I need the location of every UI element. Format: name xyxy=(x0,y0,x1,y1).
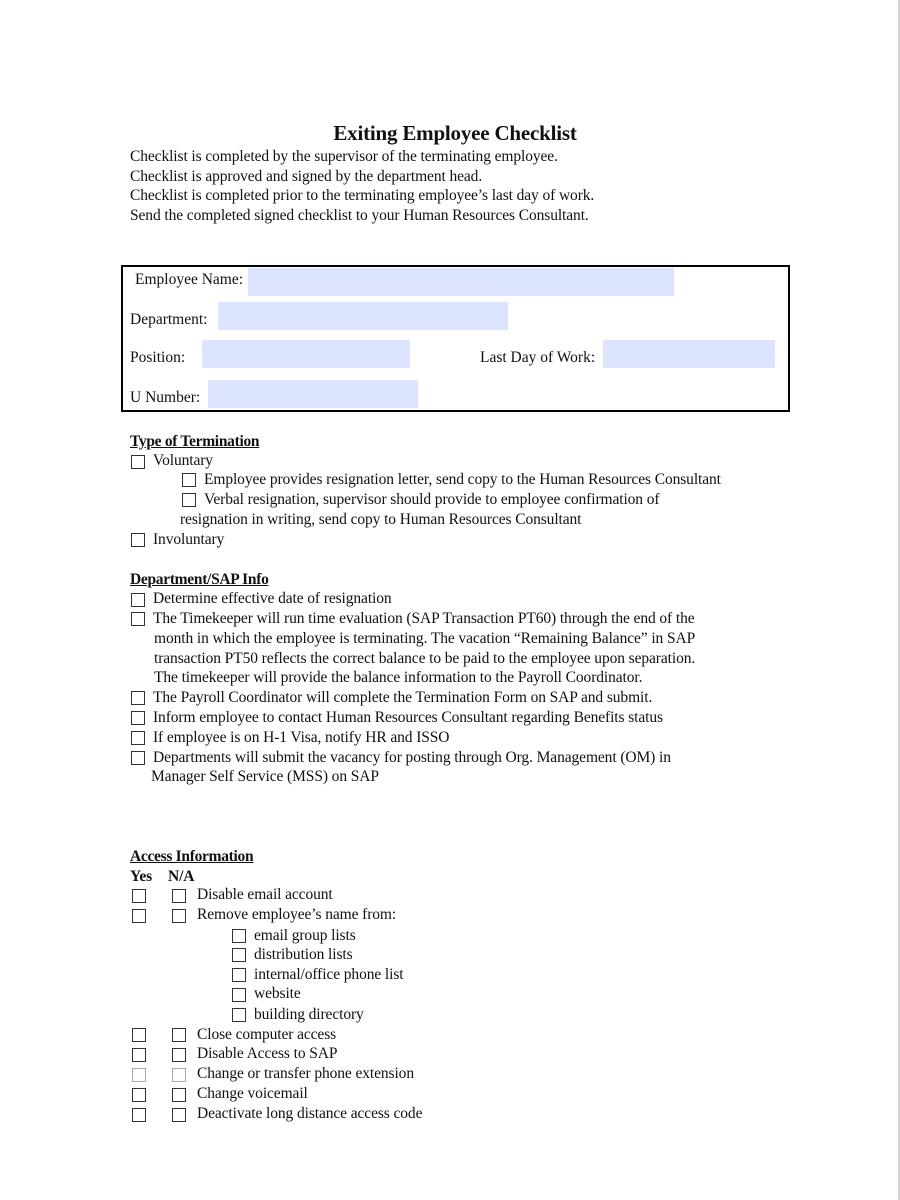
dept-item5-checkbox[interactable] xyxy=(131,731,145,745)
email-groups-label: email group lists xyxy=(254,927,356,944)
computer-yes-checkbox[interactable] xyxy=(132,1028,146,1042)
dept-item6-label: Departments will submit the vacancy for posting through Org. Management (OM) in xyxy=(153,749,671,766)
computer-label: Close computer access xyxy=(197,1026,337,1043)
last-day-label: Last Day of Work: xyxy=(480,349,596,366)
employee-name-label: Employee Name: xyxy=(135,271,244,288)
u-number-input[interactable] xyxy=(208,380,418,408)
resignation-letter-checkbox[interactable] xyxy=(182,473,196,487)
dept-heading: Department/SAP Info xyxy=(130,571,269,588)
na-column-header: N/A xyxy=(168,868,195,885)
website-label: website xyxy=(254,985,301,1002)
involuntary-label: Involuntary xyxy=(153,531,225,548)
dept-item5-label: If employee is on H-1 Visa, notify HR and ISSO xyxy=(153,729,450,746)
yes-column-header: Yes xyxy=(130,868,153,885)
voluntary-checkbox[interactable] xyxy=(131,455,145,469)
long-distance-label: Deactivate long distance access code xyxy=(197,1105,423,1122)
last-day-input[interactable] xyxy=(603,340,775,368)
sap-yes-checkbox[interactable] xyxy=(132,1048,146,1062)
dept-item4-checkbox[interactable] xyxy=(131,711,145,725)
phone-yes-checkbox[interactable] xyxy=(132,1068,146,1082)
intro-line: Checklist is approved and signed by the department head. xyxy=(130,168,483,185)
dept-item2-label-cont: month in which the employee is terminating. The vacation “Remaining Balance” in SAP xyxy=(154,630,696,647)
email-groups-checkbox[interactable] xyxy=(232,929,246,943)
position-label: Position: xyxy=(130,349,186,366)
dept-item3-label: The Payroll Coordinator will complete the Termination Form on SAP and submit. xyxy=(153,689,653,706)
dept-item2-checkbox[interactable] xyxy=(131,612,145,626)
long-distance-yes-checkbox[interactable] xyxy=(132,1108,146,1122)
voicemail-yes-checkbox[interactable] xyxy=(132,1088,146,1102)
sap-na-checkbox[interactable] xyxy=(172,1048,186,1062)
position-input[interactable] xyxy=(202,340,410,368)
phone-label: Change or transfer phone extension xyxy=(197,1065,414,1082)
intro-line: Send the completed signed checklist to your Human Resources Consultant. xyxy=(130,207,589,224)
remove-name-na-checkbox[interactable] xyxy=(172,909,186,923)
remove-name-label: Remove employee’s name from: xyxy=(197,906,397,923)
dept-item2-label-cont: transaction PT50 reflects the correct balance to be paid to the employee upon separation. xyxy=(154,650,696,667)
long-distance-na-checkbox[interactable] xyxy=(172,1108,186,1122)
resignation-letter-label: Employee provides resignation letter, send copy to the Human Resources Consultant xyxy=(204,471,721,488)
dept-item3-checkbox[interactable] xyxy=(131,691,145,705)
verbal-resignation-checkbox[interactable] xyxy=(182,493,196,507)
distribution-lists-checkbox[interactable] xyxy=(232,948,246,962)
intro-line: Checklist is completed prior to the terminating employee’s last day of work. xyxy=(130,187,595,204)
dept-item2-label: The Timekeeper will run time evaluation (SAP Transaction PT60) through the end of the xyxy=(153,610,695,627)
dept-item6-label-cont: Manager Self Service (MSS) on SAP xyxy=(151,768,379,785)
email-label: Disable email account xyxy=(197,886,333,903)
email-yes-checkbox[interactable] xyxy=(132,889,146,903)
dept-item4-label: Inform employee to contact Human Resources Consultant regarding Benefits status xyxy=(153,709,663,726)
dept-item6-checkbox[interactable] xyxy=(131,751,145,765)
email-na-checkbox[interactable] xyxy=(172,889,186,903)
building-directory-checkbox[interactable] xyxy=(232,1008,246,1022)
department-input[interactable] xyxy=(218,302,508,330)
website-checkbox[interactable] xyxy=(232,988,246,1002)
voicemail-na-checkbox[interactable] xyxy=(172,1088,186,1102)
remove-name-yes-checkbox[interactable] xyxy=(132,909,146,923)
access-heading: Access Information xyxy=(130,848,254,865)
u-number-label: U Number: xyxy=(130,389,201,406)
phone-list-label: internal/office phone list xyxy=(254,966,404,983)
department-label: Department: xyxy=(130,311,208,328)
distribution-lists-label: distribution lists xyxy=(254,946,353,963)
verbal-resignation-label: Verbal resignation, supervisor should provide to employee confirmation of xyxy=(204,491,660,508)
building-directory-label: building directory xyxy=(254,1006,364,1023)
verbal-resignation-label-cont: resignation in writing, send copy to Human Resources Consultant xyxy=(180,511,582,528)
dept-item1-checkbox[interactable] xyxy=(131,593,145,607)
termination-heading: Type of Termination xyxy=(130,433,260,450)
page-title: Exiting Employee Checklist xyxy=(333,121,577,145)
employee-name-input[interactable] xyxy=(248,268,674,296)
voluntary-label: Voluntary xyxy=(153,452,213,469)
computer-na-checkbox[interactable] xyxy=(172,1028,186,1042)
phone-na-checkbox[interactable] xyxy=(172,1068,186,1082)
dept-item1-label: Determine effective date of resignation xyxy=(153,590,392,607)
dept-item2-label-cont: The timekeeper will provide the balance information to the Payroll Coordinator. xyxy=(154,669,643,686)
voicemail-label: Change voicemail xyxy=(197,1085,308,1102)
sap-label: Disable Access to SAP xyxy=(197,1045,338,1062)
phone-list-checkbox[interactable] xyxy=(232,968,246,982)
involuntary-checkbox[interactable] xyxy=(131,533,145,547)
intro-line: Checklist is completed by the supervisor of the terminating employee. xyxy=(130,148,558,165)
